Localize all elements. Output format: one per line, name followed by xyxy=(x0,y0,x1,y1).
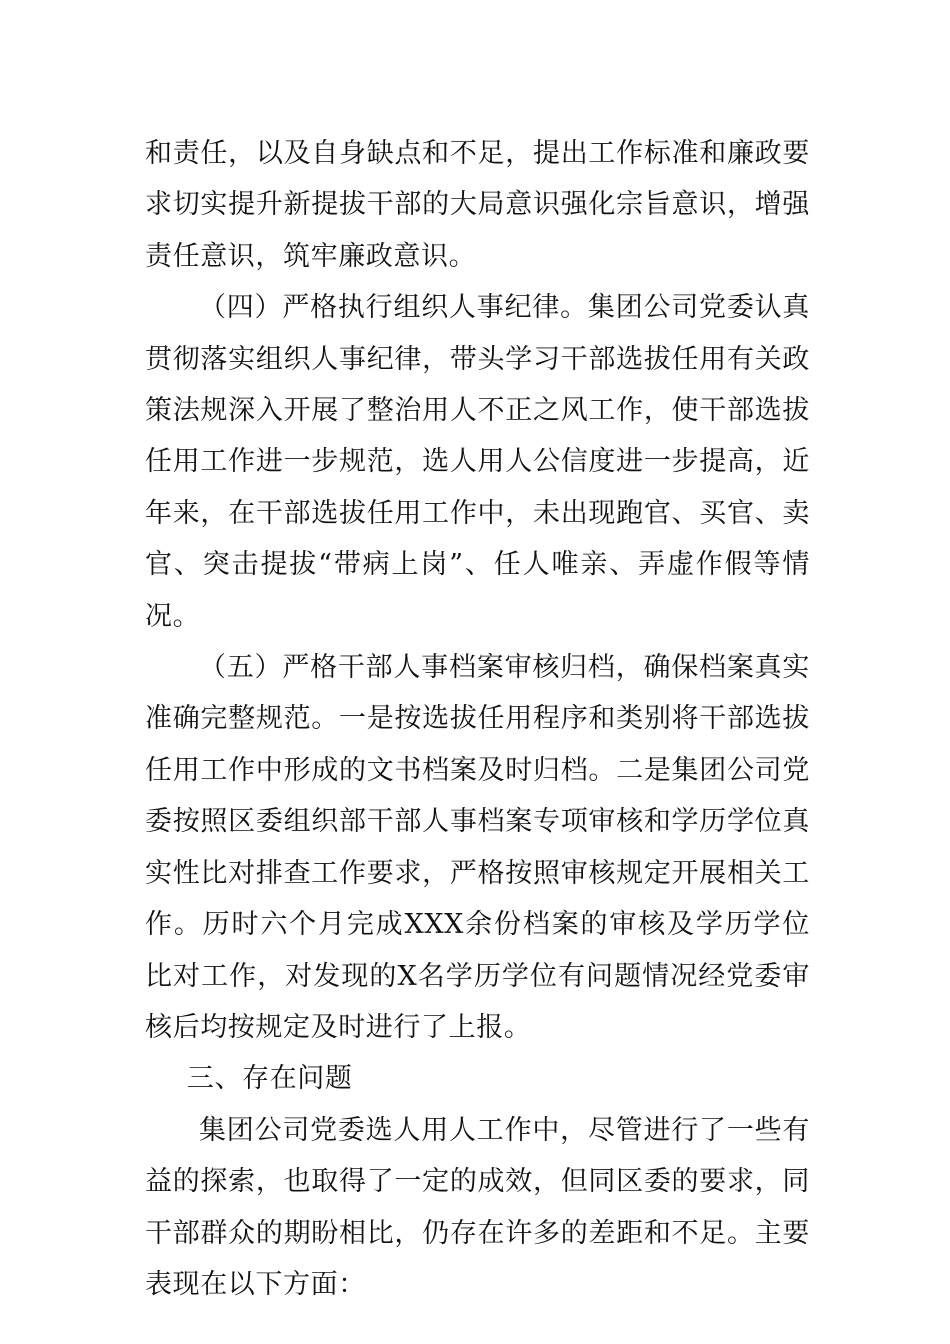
body-text xyxy=(145,128,810,1310)
paragraph-section-4: （四）严格执行组织人事纪律。集团公司党委认真贯彻落实组织人事纪律，带头学习干部选拔任用有关政策法规深入开展了整治用人不正之风工作，使干部选拔任用工作进一步规范，选人用人公信度进一步提高，近年来，在干部选拔任用工作中，未出现跑官、买官、卖官、突击提拔“带病上岗”、任人唯亲、弄虚作假等情况。 xyxy=(145,292,810,632)
paragraph-problems: 集团公司党委选人用人工作中，尽管进行了一些有益的探索，也取得了一定的成效，但同区委的要求，同干部群众的期盼相比，仍存在许多的差距和不足。主要表现在以下方面： xyxy=(145,1114,810,1300)
paragraph-section-5: （五）严格干部人事档案审核归档，确保档案真实准确完整规范。一是按选拔任用程序和类别将干部选拔任用工作中形成的文书档案及时归档。二是集团公司党委按照区委组织部干部人事档案专项审核和学历学位真实性比对排查工作要求，严格按照审核规定开展相关工作。历时六个月完成XXX余份档案的审核及学历学位比对工作，对发现的X名学历学位有问题情况经党委审核后均按规定及时进行了上报。 xyxy=(145,652,810,1043)
paragraph-continuation: 和责任，以及自身缺点和不足，提出工作标准和廉政要求切实提升新提拔干部的大局意识强化宗旨意识，增强责任意识，筑牢廉政意识。 xyxy=(145,138,810,272)
section-heading: 三、存在问题 xyxy=(186,1063,353,1095)
